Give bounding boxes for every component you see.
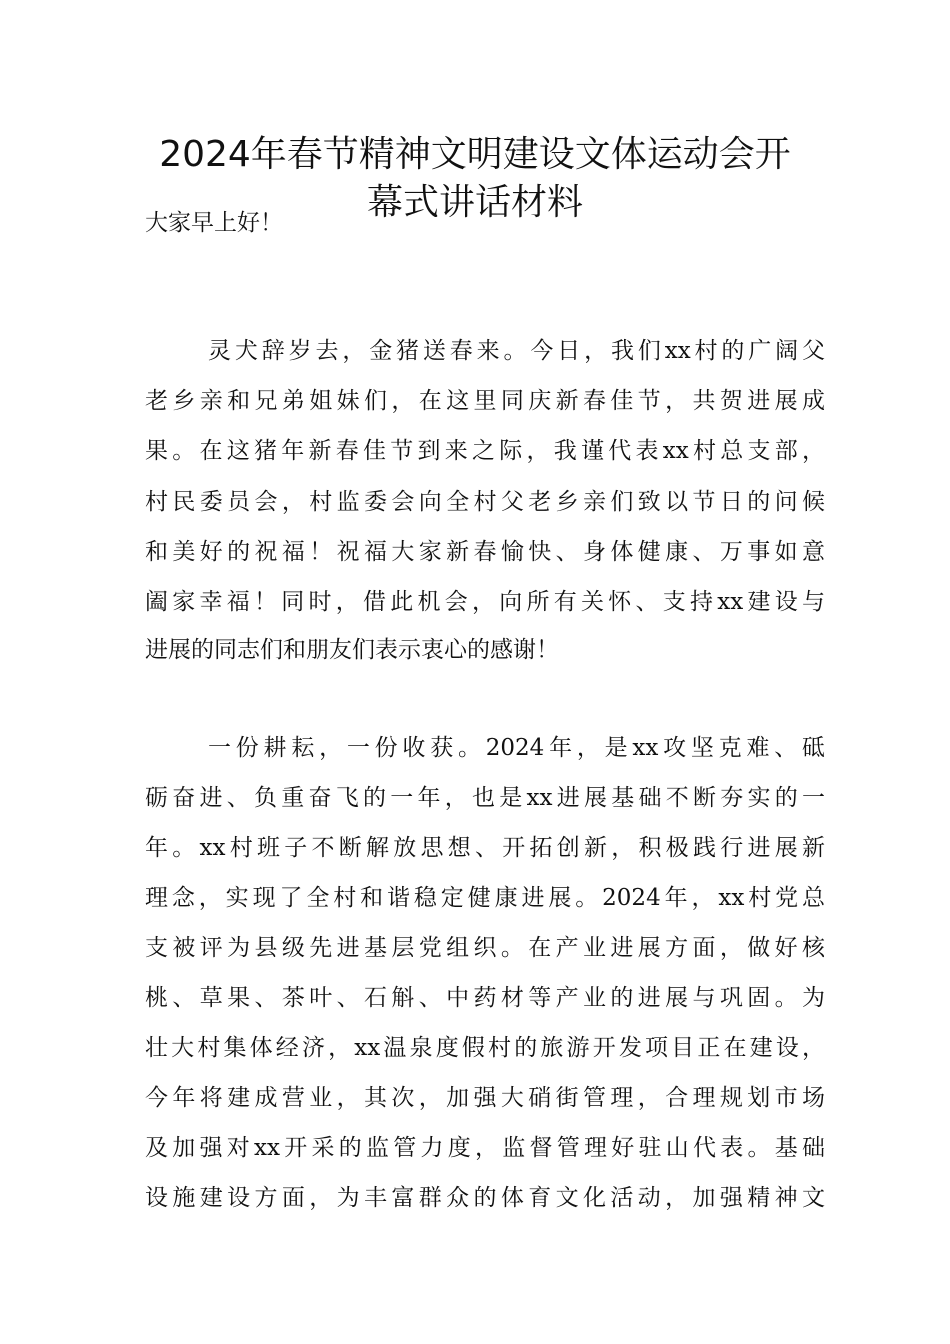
document-title-line-1: 2024年春节精神文明建设文体运动会开 [159, 134, 791, 175]
paragraph-2-line: 砺奋进、负重奋飞的一年，也是xx进展基础不断夯实的一 [145, 785, 825, 811]
paragraph-2-line: 设施建设方面，为丰富群众的体育文化活动，加强精神文 [145, 1185, 825, 1211]
paragraph-1-line: 和美好的祝福！祝福大家新春愉快、身体健康、万事如意 [145, 539, 825, 565]
paragraph-2-line: 理念，实现了全村和谐稳定健康进展。2024年，xx村党总 [145, 885, 825, 911]
paragraph-1-line: 进展的同志们和朋友们表示衷心的感谢！ [145, 637, 559, 663]
paragraph-2-line: 桃、草果、茶叶、石斛、中药材等产业的进展与巩固。为 [145, 985, 825, 1011]
paragraph-1-line: 村民委员会，村监委会向全村父老乡亲们致以节日的问候 [145, 489, 825, 515]
paragraph-1-line: 老乡亲和兄弟姐妹们，在这里同庆新春佳节，共贺进展成 [145, 388, 825, 414]
paragraph-2-line: 支被评为县级先进基层党组织。在产业进展方面，做好核 [145, 935, 825, 961]
paragraph-2-line: 今年将建成营业，其次，加强大硝街管理，合理规划市场 [145, 1085, 825, 1111]
greeting-text: 大家早上好！ [145, 210, 283, 236]
paragraph-2-line: 及加强对xx开采的监管力度，监督管理好驻山代表。基础 [145, 1135, 825, 1161]
paragraph-1-line: 果。在这猪年新春佳节到来之际，我谨代表xx村总支部， [145, 438, 825, 464]
paragraph-1-line: 阖家幸福！同时，借此机会，向所有关怀、支持xx建设与 [145, 589, 825, 615]
document-title-line-2: 幕式讲话材料 [366, 182, 583, 223]
paragraph-1-line: 灵犬辞岁去，金猪送春来。今日，我们xx村的广阔父 [208, 338, 825, 364]
paragraph-2-line: 壮大村集体经济，xx温泉度假村的旅游开发项目正在建设， [145, 1035, 825, 1061]
paragraph-2-line: 年。xx村班子不断解放思想、开拓创新，积极践行进展新 [145, 835, 825, 861]
paragraph-2-line: 一份耕耘，一份收获。2024年，是xx攻坚克难、砥 [208, 735, 825, 761]
